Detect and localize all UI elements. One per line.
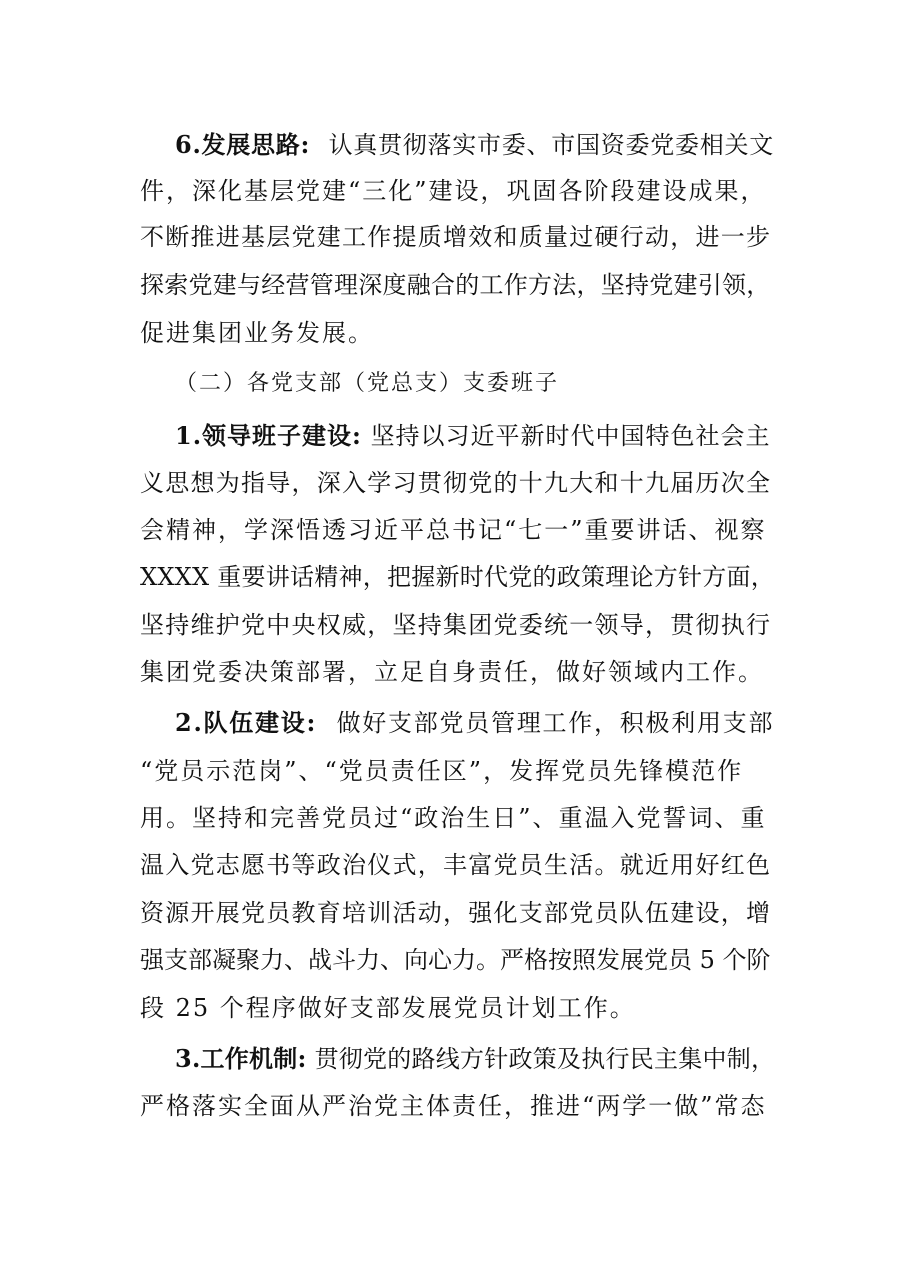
paragraph-line: 会精神，学深悟透习近平总书记“七一”重要讲话、视察 (140, 516, 767, 544)
paragraph-line: XXXX 重要讲话精神，把握新时代党的政策理论方针方面， (140, 563, 775, 591)
paragraph-line: 件，深化基层党建“三化”建设，巩固各阶段建设成果， (140, 177, 767, 205)
paragraph-line: 集团党委决策部署，立足自身责任，做好领域内工作。 (140, 658, 764, 686)
paragraph-line: 资源开展党员教育培训活动，强化支部党员队伍建设，增 (140, 899, 772, 927)
paragraph-line: 严格落实全面从严治党主体责任，推进“两学一做”常态 (140, 1092, 767, 1120)
subheading: （二）各党支部（党总支）支委班子 (175, 371, 560, 396)
paragraph-text: 贯彻党的路线方针政策及执行民主集中制， (314, 1045, 776, 1073)
paragraph-line: “党员示范岗”、“党员责任区”，发挥党员先锋模范作 (140, 757, 744, 785)
paragraph-line: 用。坚持和完善党员过“政治生日”、重温入党誓词、重 (140, 804, 767, 832)
paragraph-line (175, 421, 771, 451)
paragraph-line (175, 1044, 775, 1074)
paragraph-line (175, 708, 774, 738)
paragraph-line: 温入党志愿书等政治仪式，丰富党员生活。就近用好红色 (140, 851, 772, 879)
paragraph-text: 做好支部党员管理工作，积极利用支部 (336, 709, 775, 737)
section-heading: 6.发展思路: (175, 130, 311, 159)
section-heading: 3.工作机制: (175, 1044, 307, 1073)
paragraph-line: 坚持维护党中央权威，坚持集团党委统一领导，贯彻执行 (140, 611, 772, 639)
paragraph-text: 认真贯彻落实市委、市国资委党委相关文 (328, 131, 775, 159)
paragraph-line: 段 25 个程序做好支部发展党员计划工作。 (140, 994, 636, 1022)
paragraph-line: 义思想为指导，深入学习贯彻党的十九大和十九届历次全 (140, 469, 772, 497)
paragraph-line: 促进集团业务发展。 (140, 319, 374, 347)
paragraph-text: 坚持以习近平新时代中国特色社会主 (370, 422, 771, 450)
paragraph-line: 强支部凝聚力、战斗力、向心力。严格按照发展党员 5 个阶 (140, 946, 771, 974)
section-heading: 2.队伍建设: (175, 708, 318, 737)
section-heading: 1.领导班子建设: (175, 421, 362, 450)
paragraph-line: 探索党建与经营管理深度融合的工作方法，坚持党建引领， (140, 271, 771, 299)
paragraph-line (175, 130, 774, 160)
paragraph-line: 不断推进基层党建工作提质增效和质量过硬行动，进一步 (140, 223, 772, 251)
